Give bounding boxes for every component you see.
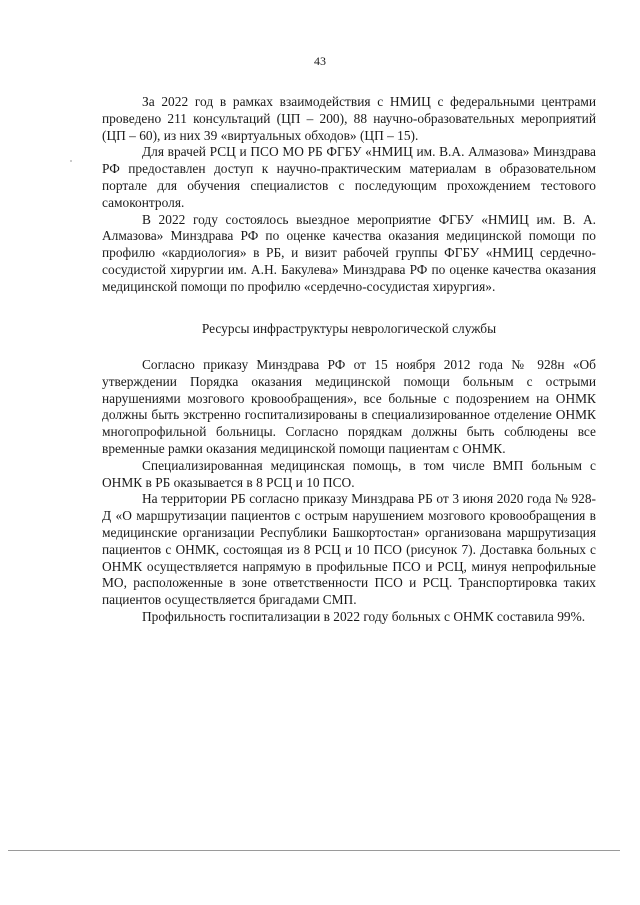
page-number: 43 [314, 54, 326, 68]
section-heading: Ресурсы инфраструктуры неврологической службы [201, 321, 497, 336]
scan-speck [70, 160, 72, 162]
paragraph-routing: На территории РБ согласно приказу Минздрава РБ от 3 июня 2020 года № 928-Д «О маршрутизации пациентов с острым нарушением мозгового кровообращения в медицинские организации Республики Башкортостан» организована маршрутизация пациентов с ОНМК, состоящая из 8 РСЦ и 10 ПСО (рисунок 7). Доставка больных с ОНМК осуществляется напрямую в профильные ПСО и РСЦ, минуя непрофильные МО, расположенные в зоне ответственности ПСО и РСЦ. Транспортировка таких пациентов осуществляется бригадами СМП. [102, 491, 596, 608]
paragraph-order-928n: Согласно приказу Минздрава РФ от 15 ноября 2012 года № 928н «Об утверждении Порядка оказания медицинской помощи больным с острыми нарушениями мозгового кровообращения», все больные с подозрением на ОНМК должны быть экстренно госпитализированы в специализированное отделение ОНМК многопрофильной больницы. Согласно порядкам должны быть соблюдены все временные рамки оказания медицинской помощи пациентам с ОНМК. [102, 357, 596, 456]
section-neurology-infrastructure [102, 357, 596, 626]
paragraph-specialized-care: Специализированная медицинская помощь, в том числе ВМП больным с ОНМК в РБ оказывается в 8 РСЦ и 10 ПСО. [102, 457, 596, 490]
paragraph-education-portal: Для врачей РСЦ и ПСО МО РБ ФГБУ «НМИЦ им. В.А. Алмазова» Минздрава РФ предоставлен доступ к научно-практическим материалам в образовательном портале для обучения специалистов с последующим прохождением тестового самоконтроля. [102, 144, 596, 210]
paragraph-field-visit: В 2022 году состоялось выездное мероприятие ФГБУ «НМИЦ им. В. А. Алмазова» Минздрава РФ по оценке качества оказания медицинской помощи по профилю «кардиология» в РБ, и визит рабочей группы ФГБУ «НМИЦ сердечно-сосудистой хирургии им. А.Н. Бакулева» Минздрава РФ по оценке качества оказания медицинской помощи по профилю «сердечно-сосудистая хирургия». [102, 211, 596, 294]
footer-divider [8, 850, 620, 851]
section-collaboration [102, 94, 596, 296]
paragraph-hospitalization-rate: Профильность госпитализации в 2022 году больных с ОНМК составила 99%. [142, 608, 586, 624]
paragraph-consultations: За 2022 год в рамках взаимодействия с НМИЦ с федеральными центрами проведено 211 консультаций (ЦП – 200), 88 научно-образовательных мероприятий (ЦП – 60), из них 39 «виртуальных обходов» (ЦП – 15). [102, 94, 596, 143]
